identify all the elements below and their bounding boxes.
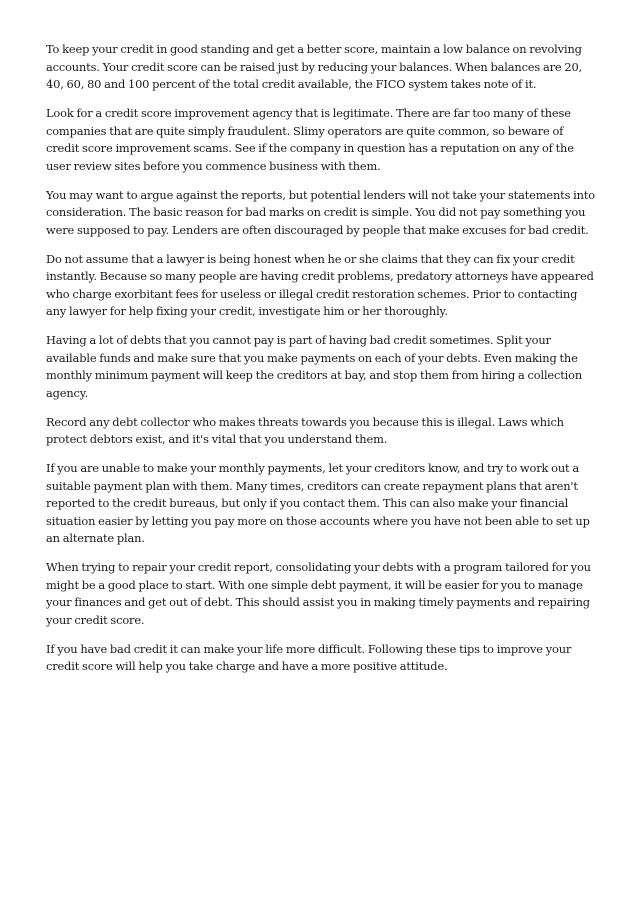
paragraph-consolidation: When trying to repair your credit report, consolidating your debts with a program tailored for you might be a good place to start. With one simple debt payment, it will be easier for you to manage your finances and get out of debt. This should assist you in making timely payments and repairing your credit score.: [46, 560, 591, 627]
paragraph-lawyer: Do not assume that a lawyer is being honest when he or she claims that they can fix your credit instantly. Because so many people are having credit problems, predatory attorneys have appeared who charge exorbitant fees for useless or illegal credit restoration schemes. Prior to contacting any lawyer for help fixing your credit, investigate him or her thoroughly.: [46, 251, 594, 319]
paragraph-argue-reports: You may want to argue against the reports, but potential lenders will not take your statements into consideration. The basic reason for bad marks on credit is simple. You did not pay something you were supposed to pay. Lenders are often discouraged by people that make excuses for bad credit.: [46, 187, 595, 237]
paragraph-agency: Look for a credit score improvement agency that is legitimate. There are far too many of these companies that are quite simply fraudulent. Slimy operators are quite common, so beware of credit score improvement scams. See if the company in question has a reputation on any of the user review sites before you commence business with them.: [46, 105, 574, 173]
paragraph-conclusion: If you have bad credit it can make your life more difficult. Following these tips to improve your credit score will help you take charge and have a more positive attitude.: [46, 641, 572, 674]
paragraph-debt-collector: Record any debt collector who makes threats towards you because this is illegal. Laws which protect debtors exist, and it's vital that you understand them.: [46, 414, 564, 447]
paragraph-payment-plan: If you are unable to make your monthly payments, let your creditors know, and try to work out a suitable payment plan with them. Many times, creditors can create repayment plans that aren't reported to the credit bureaus, but only if you contact them. This can also make your financial situation easier by letting you pay more on those accounts where you have not been able to set up an alternate plan.: [46, 461, 590, 546]
paragraph-balance: To keep your credit in good standing and get a better score, maintain a low balance on revolving accounts. Your credit score can be raised just by reducing your balances. When balances are 20, 40, 60, 80 and 100 percent of the total credit available, the FICO system takes note of it.: [46, 42, 583, 92]
paragraph-debts: Having a lot of debts that you cannot pay is part of having bad credit sometimes. Split your available funds and make sure that you make payments on each of your debts. Even making the monthly minimum payment will keep the creditors at bay, and stop them from hiring a collection agency.: [46, 333, 583, 400]
